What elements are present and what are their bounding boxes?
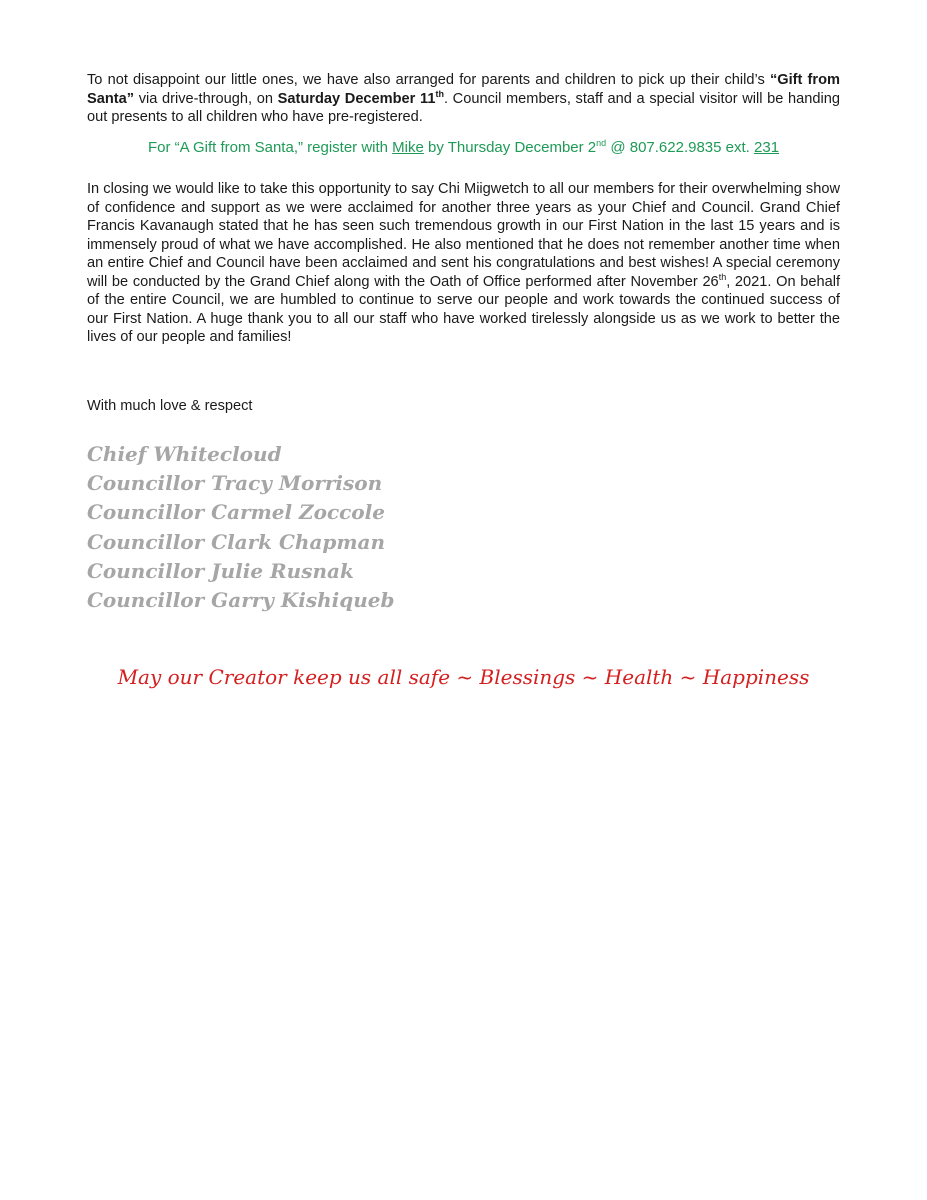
extension-link[interactable]: 231 xyxy=(754,139,780,156)
gift-pickup-paragraph xyxy=(87,71,840,127)
paragraph-text: In closing we would like to take this opportunity to say Chi Miigwetch to all our members for their overwhelming show of confidence and support as we were acclaimed for another three years as your Chief and Council. Grand Chief Francis Kavanaugh stated that he has seen such tremendous growth in our First Nation in the last 15 years and is immensely proud of what we have accomplished. He also mentioned that he does not remember another time when an entire Chief and Council have been acclaimed and sent his congratulations and best wishes! A special ceremony will be conducted by the Grand Chief along with the Oath of Office performed after November 26 xyxy=(87,181,840,290)
paragraph-text: via drive-through, on xyxy=(134,90,278,107)
registration-text: @ 807.622.9835 ext. xyxy=(606,139,755,156)
signature-councillor: Councillor Julie Rusnak xyxy=(87,558,354,583)
gift-from-santa-bold: “Gift from Santa” xyxy=(87,72,840,107)
pickup-date-bold xyxy=(277,88,444,107)
signature-chief: Chief Whitecloud xyxy=(87,442,282,466)
closing-paragraph xyxy=(87,180,840,347)
registration-line xyxy=(87,139,840,158)
signature-block xyxy=(87,440,487,615)
blessing-line: May our Creator keep us all safe ~ Blessings ~ Health ~ Happiness xyxy=(117,665,810,689)
pickup-date-suffix: th xyxy=(435,88,444,99)
date-suffix: th xyxy=(718,271,727,282)
pickup-date-text: Saturday December 11 xyxy=(277,90,436,107)
paragraph-text: , 2021. On behalf of the entire Council, we are humbled to continue to serve our people and work towards the continued success of our First Nation. A huge thank you to all our staff who have worked tirelessly alongside us as we work to better the lives of our people and families! xyxy=(87,273,840,345)
signature-councillor: Councillor Clark Chapman xyxy=(87,529,386,554)
paragraph-text: To not disappoint our little ones, we have also arranged for parents and children to pick up their child’s xyxy=(87,72,770,88)
closing-salutation: With much love & respect xyxy=(87,398,253,414)
paragraph-text: . Council members, staff and a special visitor will be handing out presents to all children who have pre-registered. xyxy=(87,90,840,125)
signature-councillor: Councillor Carmel Zoccole xyxy=(87,500,385,525)
contact-name-link[interactable]: Mike xyxy=(392,139,424,156)
signature-councillor: Councillor Tracy Morrison xyxy=(87,471,383,496)
registration-text: For “A Gift from Santa,” register with xyxy=(147,139,393,156)
date-suffix: nd xyxy=(596,138,607,148)
registration-text: by Thursday December 2 xyxy=(423,139,597,156)
signature-councillor: Councillor Garry Kishiqueb xyxy=(87,588,395,613)
